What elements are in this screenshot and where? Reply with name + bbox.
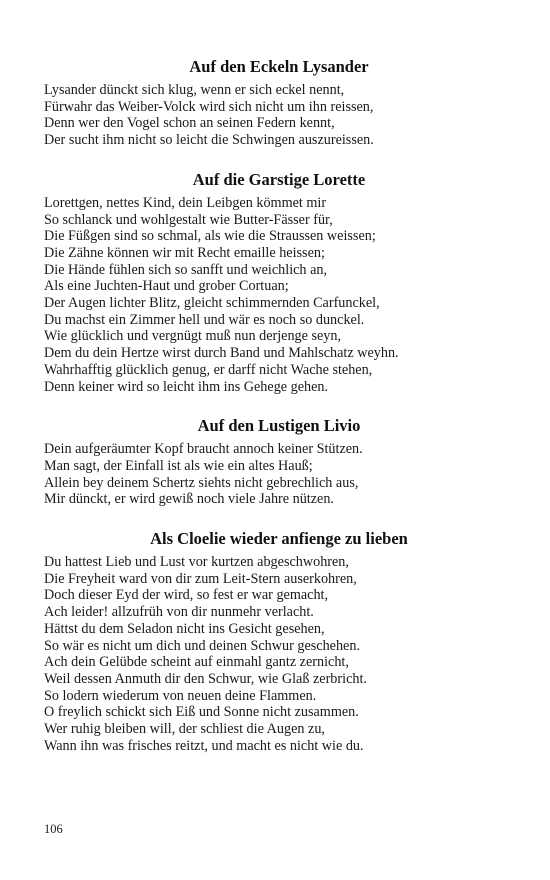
poem-line: Wahrhafftig glücklich genug, er darff nicht Wache stehen, — [44, 361, 373, 378]
poem-line: Lysander dünckt sich klug, wenn er sich eckel nennt, — [44, 82, 345, 98]
poem-lines — [44, 554, 514, 754]
poem-line: O freylich schickt sich Eiß und Sonne nicht zusammen. — [44, 704, 359, 721]
poem-line: Mir dünckt, er wird gewiß noch viele Jahre nützen. — [44, 491, 334, 508]
page-number: 106 — [44, 822, 63, 836]
poem-line: Du machst ein Zimmer hell und wär es noch so dunckel. — [44, 311, 365, 328]
poem-lysander — [44, 56, 514, 149]
poem-line: Die Hände fühlen sich so sanfft und weichlich an, — [44, 261, 328, 278]
poem-line: Wer ruhig bleiben will, der schliest die Augen zu, — [44, 721, 325, 738]
poem-line: Die Freyheit ward von dir zum Leit-Stern auserkohren, — [44, 570, 357, 587]
poem-lines — [44, 82, 514, 149]
poem-line: Fürwahr das Weiber-Volck wird sich nicht um ihn reissen, — [44, 98, 374, 115]
poem-line: Man sagt, der Einfall ist als wie ein altes Hauß; — [44, 457, 313, 474]
poem-title: Auf die Garstige Lorette — [192, 169, 366, 189]
page-content — [44, 56, 514, 755]
poem-line: So lodern wiederum von neuen deine Flammen. — [44, 687, 317, 704]
poem-line: So schlanck und wohlgestalt wie Butter-Fässer für, — [44, 211, 333, 228]
poem-title: Als Cloelie wieder anfienge zu lieben — [150, 529, 408, 549]
poem-line: So wär es nicht um dich und deinen Schwur geschehen. — [44, 637, 360, 654]
poem-line: Ach leider! allzufrüh von dir nunmehr verlacht. — [44, 604, 314, 621]
poem-lines — [44, 195, 514, 395]
poem-livio — [44, 415, 514, 508]
poem-line: Als eine Juchten-Haut und grober Cortuan; — [44, 278, 289, 295]
poem-lorette — [44, 169, 514, 395]
poem-line: Die Zähne können wir mit Recht emaille heissen; — [44, 244, 325, 261]
poem-line: Der Augen lichter Blitz, gleicht schimmernden Carfunckel, — [44, 295, 380, 312]
poem-line: Lorettgen, nettes Kind, dein Leibgen kömmet mir — [44, 194, 327, 211]
poem-line: Wann ihn was frisches reitzt, und macht es nicht wie du. — [44, 737, 364, 754]
poem-title: Auf den Eckeln Lysander — [189, 57, 369, 76]
poem-line: Ach dein Gelübde scheint auf einmahl gantz zernicht, — [44, 654, 349, 671]
poem-line: Die Füßgen sind so schmal, als wie die Straussen weissen; — [44, 228, 376, 245]
poem-line: Dem du dein Hertze wirst durch Band und Mahlschatz weyhn. — [44, 345, 399, 362]
poem-lines — [44, 441, 514, 508]
poem-line: Weil dessen Anmuth dir den Schwur, wie Glaß zerbricht. — [44, 670, 367, 687]
poem-line: Hättst du dem Seladon nicht ins Gesicht gesehen, — [44, 620, 325, 637]
poem-line: Du hattest Lieb und Lust vor kurtzen abgeschwohren, — [44, 554, 349, 571]
poem-line: Dein aufgeräumter Kopf braucht annoch keiner Stützen. — [44, 441, 363, 458]
poem-line: Der sucht ihm nicht so leicht die Schwingen auszureissen. — [44, 132, 374, 149]
poem-title: Auf den Lustigen Livio — [197, 416, 361, 436]
poem-line: Wie glücklich und vergnügt muß nun derjenge seyn, — [44, 328, 342, 345]
poem-cloelie — [44, 528, 514, 754]
poem-line: Doch dieser Eyd der wird, so fest er war gemacht, — [44, 587, 329, 604]
poem-line: Allein bey deinem Schertz siehts nicht gebrechlich aus, — [44, 474, 359, 491]
poem-line: Denn keiner wird so leicht ihm ins Gehege gehen. — [44, 378, 329, 395]
poem-line: Denn wer den Vogel schon an seinen Federn kennt, — [44, 115, 335, 132]
